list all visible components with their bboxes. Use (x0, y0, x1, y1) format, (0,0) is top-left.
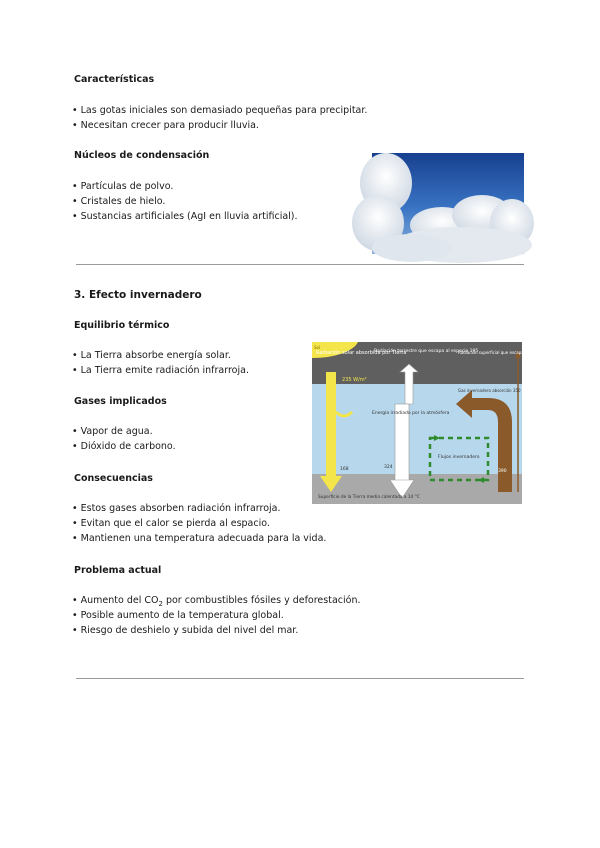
list-item: • Vapor de agua. (72, 426, 153, 437)
list-item: • La Tierra absorbe energía solar. (72, 350, 231, 361)
list-item: • Necesitan crecer para producir lluvia. (72, 120, 259, 131)
list-item: • Riesgo de deshielo y subida del nivel del mar. (72, 625, 299, 636)
diagram-label: Radiación terrestre que escapa al espacio 195 (374, 349, 479, 354)
heading-problema: Problema actual (74, 565, 162, 576)
list-item: • Posible aumento de la temperatura global. (72, 610, 284, 621)
problema-item1-post: por combustibles fósiles y deforestación. (162, 595, 361, 606)
solar-in-arrow (326, 372, 336, 480)
divider (76, 264, 524, 265)
diagram-label: 324 (384, 465, 393, 470)
heading-gases: Gases implicados (74, 396, 167, 407)
list-item: • Partículas de polvo. (72, 181, 174, 192)
list-item: • Evitan que el calor se pierda al espacio. (72, 518, 270, 529)
diagram-label: Superficie de la Tierra media calentada a 14 °C (318, 495, 420, 500)
diagram-label: Sol (314, 345, 321, 350)
diagram-label: Flujos invernadero (438, 455, 480, 460)
list-item: • Dióxido de carbono. (72, 441, 176, 452)
section-title: 3. Efecto invernadero (74, 289, 202, 301)
diagram-label: 168 (340, 467, 349, 472)
divider (76, 678, 524, 679)
heading-consecuencias: Consecuencias (74, 473, 153, 484)
list-item: • Cristales de hielo. (72, 196, 166, 207)
heading-equilibrio: Equilibrio térmico (74, 320, 170, 331)
problema-item1-pre: • Aumento del CO (72, 595, 159, 606)
list-item: • Sustancias artificiales (AgI en lluvia artificial). (72, 211, 298, 222)
list-item: • La Tierra emite radiación infrarroja. (72, 365, 249, 376)
list-item: • Estos gases absorben radiación infrarroja. (72, 503, 281, 514)
diagram-label: 390 (498, 469, 507, 474)
list-item: • Mantienen una temperatura adecuada para la vida. (72, 533, 327, 544)
diagram-label: Radiación solar absorbida por Tierra (316, 350, 407, 356)
heading-nucleos: Núcleos de condensación (74, 150, 210, 161)
list-item (72, 595, 361, 608)
diagram-label: Gas invernadero absorción 350 (458, 388, 521, 393)
diagram-label: 235 W/m² (342, 377, 367, 383)
list-item: • Las gotas iniciales son demasiado pequeñas para precipitar. (72, 105, 368, 116)
diagram-label: Radiación superficial que escapa 40 (458, 350, 531, 355)
heading-caracteristicas: Características (74, 74, 155, 85)
greenhouse-diagram (312, 342, 531, 504)
diagram-label: Energía irradiada por la atmósfera (372, 411, 450, 416)
problema-item1-sub: 2 (158, 599, 163, 608)
cloud-photo (372, 153, 524, 254)
